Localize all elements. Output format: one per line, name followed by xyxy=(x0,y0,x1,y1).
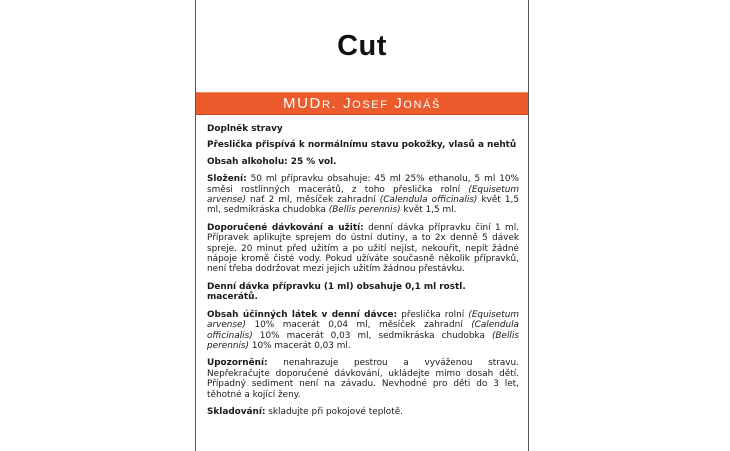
composition-text-3: květ 1,5 ml, sedmikráska chudobka xyxy=(207,195,519,216)
active-latin-3: (Bellis perennis) xyxy=(207,330,519,351)
active-text-3: 10% macerát 0,03 ml, sedmikráska chudobka xyxy=(252,330,492,341)
claim-line: Přeslička přispívá k normálnímu stavu pokožky, vlasů a nehtů xyxy=(207,140,517,151)
active-text-2: 10% macerát 0,04 ml, měsíček zahradní xyxy=(245,320,472,331)
storage-paragraph xyxy=(207,407,519,417)
dosage-paragraph xyxy=(207,223,519,275)
daily-dose-line: Denní dávka přípravku (1 ml) obsahuje 0,1 ml rostl. macerátů. xyxy=(207,281,466,303)
active-heading: Obsah účinných látek v denní dávce: xyxy=(207,309,398,320)
storage-text: skladujte při pokojové teplotě. xyxy=(265,406,403,417)
product-label xyxy=(195,0,529,451)
product-name: Cut xyxy=(337,30,387,62)
active-latin-1: (Equisetum arvense) xyxy=(207,309,519,331)
composition-latin-2: (Calendula officinalis) xyxy=(379,195,478,206)
warning-text: nenahrazuje pestrou a vyváženou stravu. Nepřekračujte doporučené dávkování, ukládejte mimo dosah dětí. Případný sediment není na závadu. Nevhodné pro děti do 3 let, těhotné a kojící ženy. xyxy=(207,358,519,400)
brand-name: MUDr. Josef Jonáš xyxy=(283,95,441,112)
dosage-heading: Doporučené dávkování a užití: xyxy=(207,222,364,233)
warning-heading: Upozornění: xyxy=(207,358,268,369)
active-text-4: 10% macerát 0,03 ml. xyxy=(249,340,351,351)
label-text xyxy=(207,124,519,424)
composition-text-2: nať 2 ml, měsíček zahradní xyxy=(245,195,380,206)
composition-paragraph xyxy=(207,174,519,216)
storage-heading: Skladování: xyxy=(207,406,266,417)
active-paragraph xyxy=(207,310,519,352)
composition-heading: Složení: xyxy=(207,174,247,185)
warning-paragraph xyxy=(207,358,519,400)
composition-text-1: 50 ml přípravku obsahuje: 45 ml 25% ethanolu, 5 ml 10% směsi rostlinných macerátů, z toho přeslička rolní xyxy=(207,174,519,195)
active-latin-2: (Calendula officinalis) xyxy=(207,320,519,341)
alcohol-line: Obsah alkoholu: 25 % vol. xyxy=(207,156,337,167)
active-text-1: přeslička rolní xyxy=(397,309,469,320)
composition-text-4: květ 1,5 ml. xyxy=(400,205,457,216)
brand-band xyxy=(196,92,528,115)
dosage-text: denní dávka přípravku činí 1 ml. Přípravek aplikujte sprejem do ústní dutiny, a to 2x denně 5 dávek spreje. 20 minut před užitím a po užití nejíst, nekouřit, nepít žádné nápoje kromě čisté vody. Pokud užíváte současně několik přípravků, není třeba dodržovat mezi jejich užitím žádnou přestávku. xyxy=(207,222,519,275)
composition-latin-1: (Equisetum arvense) xyxy=(207,184,519,206)
category-line: Doplněk stravy xyxy=(207,124,283,134)
composition-latin-3: (Bellis perennis) xyxy=(328,205,401,216)
